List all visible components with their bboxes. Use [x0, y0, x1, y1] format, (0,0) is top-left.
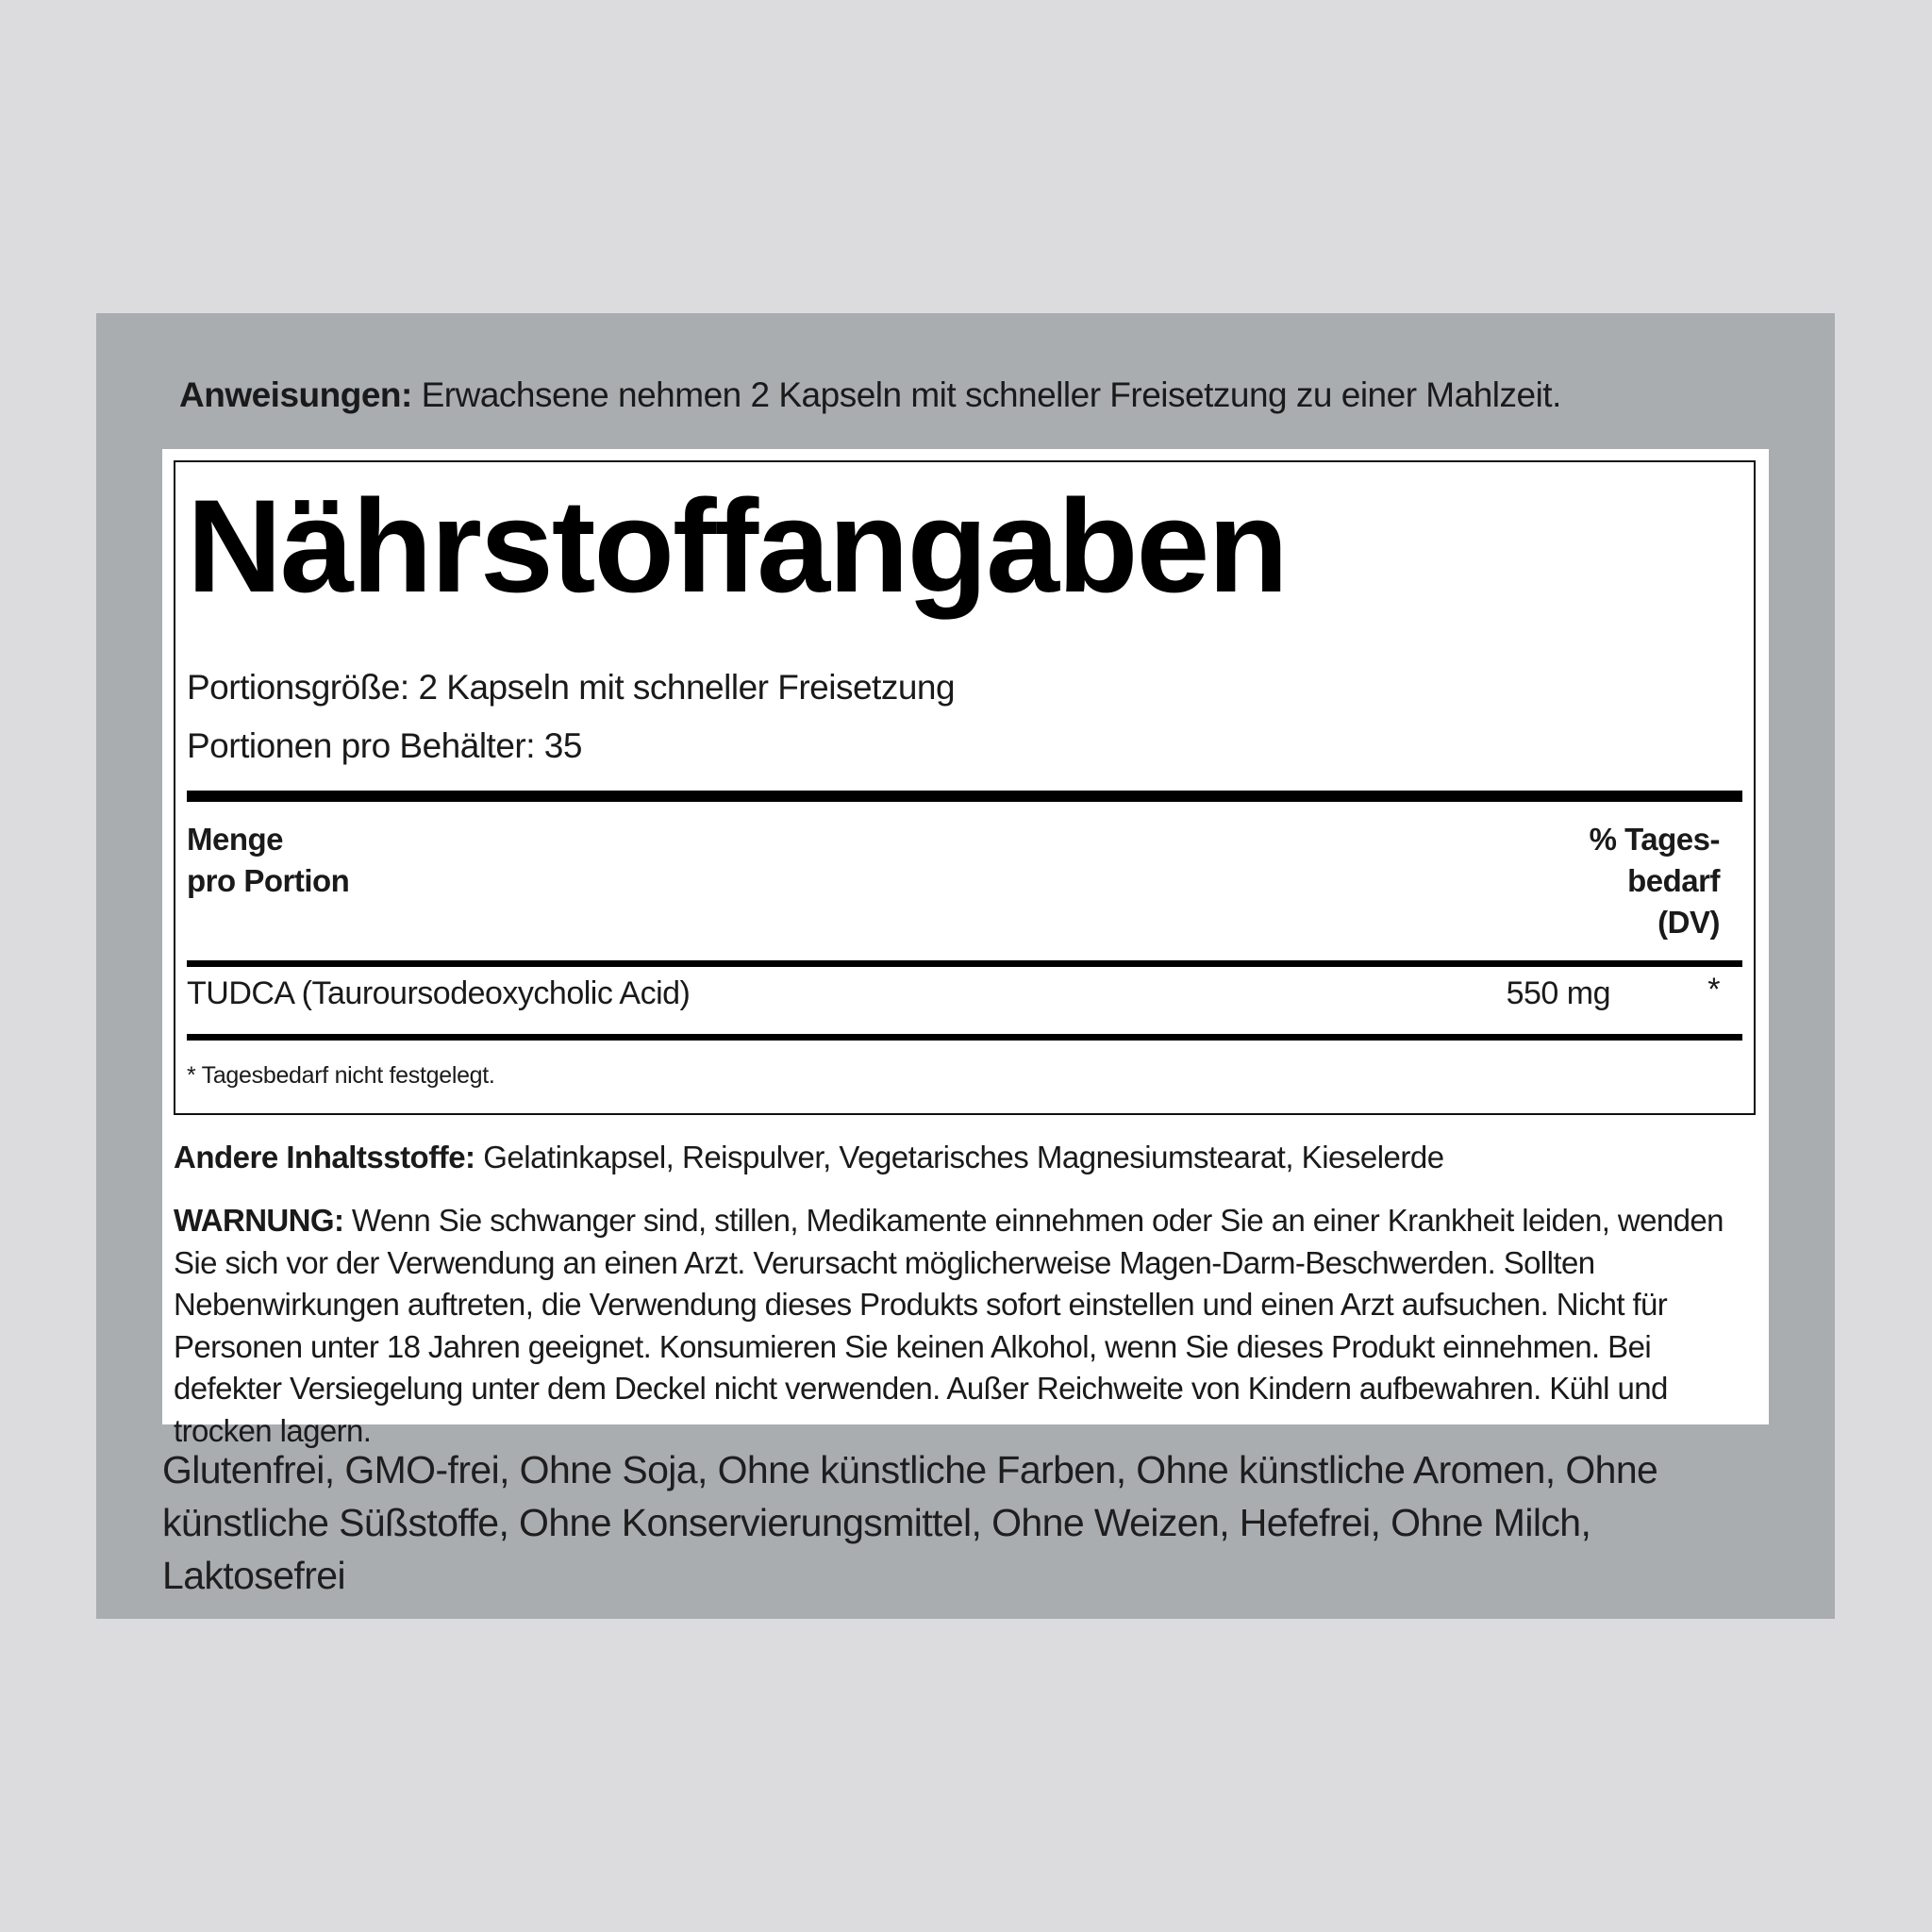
nutrition-facts-panel: [174, 460, 1756, 1115]
servings-per-container: Portionen pro Behälter: 35: [187, 726, 582, 765]
daily-value-header: [1590, 819, 1720, 943]
amount-header-line1: Menge: [187, 822, 284, 857]
amount-per-serving-header: [187, 819, 349, 902]
nutrient-amount: 550 mg: [1506, 975, 1610, 1011]
allergen-line1: Glutenfrei, GMO-frei, Ohne Soja, Ohne künstliche Farben, Ohne künstliche Aromen, Ohne: [162, 1448, 1658, 1491]
warning: [174, 1200, 1762, 1452]
facts-title: Nährstoffangaben: [187, 472, 1287, 620]
amount-header-line2: pro Portion: [187, 863, 350, 898]
nutrient-name: TUDCA (Tauroursodeoxycholic Acid): [187, 975, 691, 1011]
medium-divider: [187, 960, 1742, 967]
dv-header-line3: (DV): [1657, 905, 1720, 940]
nutrient-daily-value: *: [1707, 972, 1720, 1008]
directions-text: Erwachsene nehmen 2 Kapseln mit schneller Freisetzung zu einer Mahlzeit.: [411, 375, 1561, 414]
directions-label: Anweisungen:: [179, 375, 412, 414]
warning-label: WARNUNG:: [174, 1203, 344, 1238]
thick-divider: [187, 791, 1742, 802]
allergen-line2: künstliche Süßstoffe, Ohne Konservierungsmittel, Ohne Weizen, Hefefrei, Ohne Milch, Laktosefrei: [162, 1501, 1591, 1597]
medium-divider-bottom: [187, 1034, 1742, 1041]
nutrient-row: [187, 972, 1720, 1021]
directions: [179, 375, 1561, 415]
allergen-statement: [162, 1443, 1766, 1602]
other-ingredients-text: Gelatinkapsel, Reispulver, Vegetarisches Magnesiumstearat, Kieselerde: [475, 1140, 1444, 1174]
other-ingredients-label: Andere Inhaltsstoffe:: [174, 1140, 475, 1174]
footnote: * Tagesbedarf nicht festgelegt.: [187, 1062, 495, 1089]
dv-header-line1: % Tages-: [1589, 822, 1720, 857]
serving-size: Portionsgröße: 2 Kapseln mit schneller Freisetzung: [187, 668, 956, 707]
other-ingredients: [174, 1140, 1444, 1175]
dv-header-line2: bedarf: [1627, 863, 1720, 898]
warning-text: Wenn Sie schwanger sind, stillen, Medikamente einnehmen oder Sie an einer Krankheit leiden, wenden Sie sich vor der Verwendung an einen Arzt. Verursacht möglicherweise Magen-Darm-Beschwerden. Sollten Nebenwirkungen auftreten, die Verwendung dieses Produkts sofort einstellen und einen Arzt aufsuchen. Nicht für Personen unter 18 Jahren geeignet. Konsumieren Sie keinen Alkohol, wenn Sie dieses Produkt einnehmen. Bei defekter Versiegelung unter dem Deckel nicht verwenden. Außer Reichweite von Kindern aufbewahren. Kühl und trocken lagern.: [174, 1203, 1724, 1448]
